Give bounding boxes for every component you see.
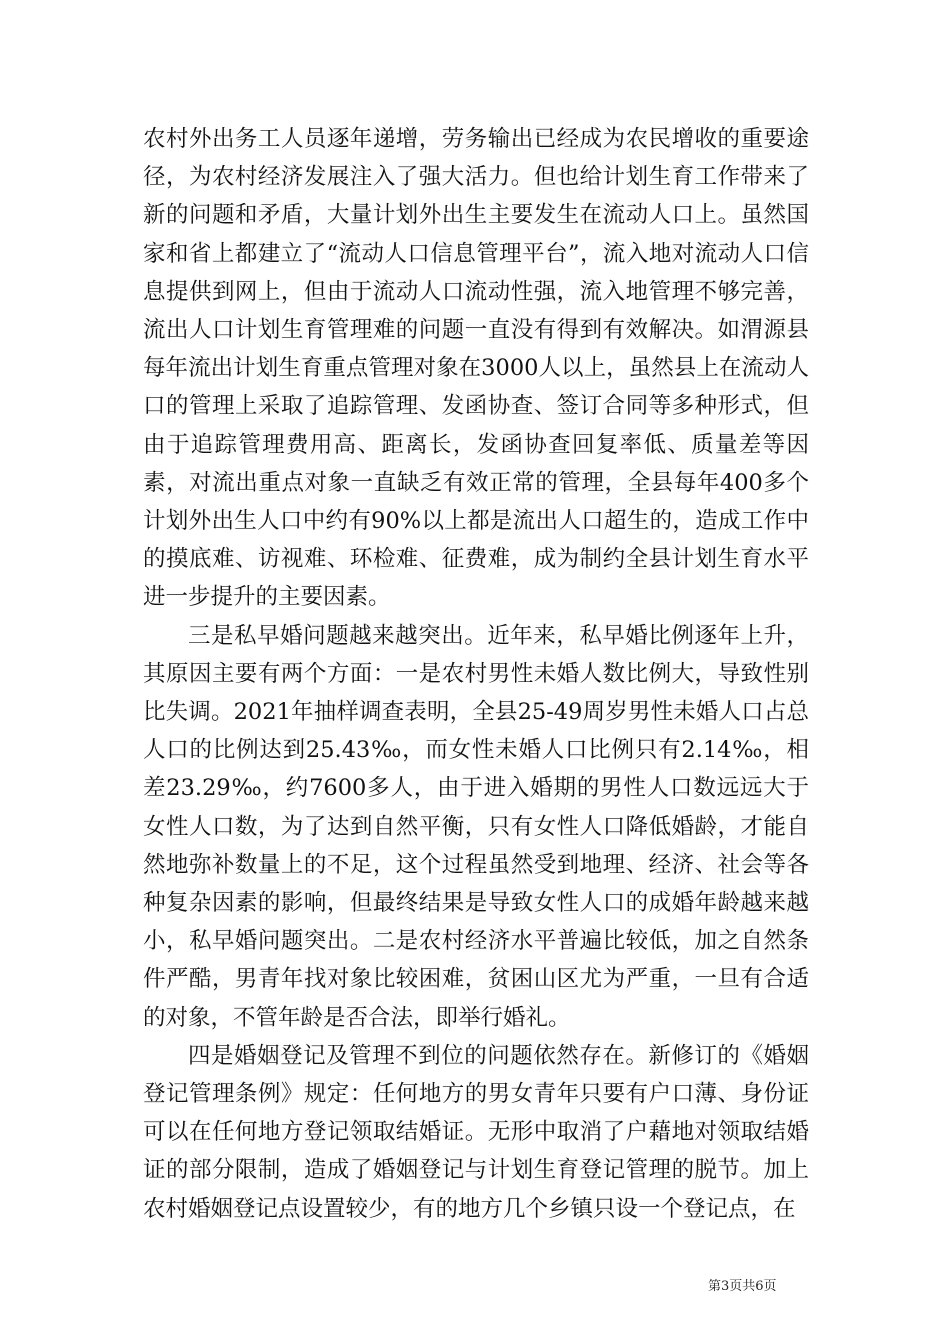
page-number-footer: 第3页共6页 (708, 1279, 777, 1294)
paragraph-fourth-issue: 四是婚姻登记及管理不到位的问题依然存在。新修订的《婚姻登记管理条例》规定：任何地方的男女青年只要有户口薄、身份证可以在任何地方登记领取结婚证。无形中取消了户藉地对领取结婚证的部分限制，造成了婚姻登记与计划生育登记管理的脱节。加上农村婚姻登记点设置较少，有的地方几个乡镇只设一个登记点，在 (143, 1042, 809, 1222)
paragraph-continuation: 农村外出务工人员逐年递增，劳务输出已经成为农民增收的重要途径，为农村经济发展注入了强大活力。但也给计划生育工作带来了新的问题和矛盾，大量计划外出生主要发生在流动人口上。虽然国家和省上都建立了“流动人口信息管理平台”，流入地对流动人口信息提供到网上，但由于流动人口流动性强，流入地管理不够完善，流出人口计划生育管理难的问题一直没有得到有效解决。如渭源县每年流出计划生育重点管理对象在3000人以上，虽然县上在流动人口的管理上采取了追踪管理、发函协查、签订合同等多种形式，但由于追踪管理费用高、距离长，发函协查回复率低、质量差等因素，对流出重点对象一直缺乏有效正常的管理，全县每年400多个计划外出生人口中约有90%以上都是流出人口超生的，造成工作中的摸底难、访视难、环检难、征费难，成为制约全县计划生育水平进一步提升的主要因素。 (143, 126, 809, 611)
paragraph-third-issue: 三是私早婚问题越来越突出。近年来，私早婚比例逐年上升，其原因主要有两个方面：一是农村男性未婚人数比例大，导致性别比失调。2021年抽样调查表明，全县25-49周岁男性未婚人口占总人口的比例达到25.43‰，而女性未婚人口比例只有2.14‰，相差23.29‰，约7600多人，由于进入婚期的男性人口数远远大于女性人口数，为了达到自然平衡，只有女性人口降低婚龄，才能自然地弥补数量上的不足，这个过程虽然受到地理、经济、社会等各种复杂因素的影响，但最终结果是导致女性人口的成婚年龄越来越小，私早婚问题突出。二是农村经济水平普遍比较低，加之自然条件严酷，男青年找对象比较困难，贫困山区尤为严重，一旦有合适的对象，不管年龄是否合法，即举行婚礼。 (143, 622, 809, 1031)
document-body (143, 120, 809, 1228)
